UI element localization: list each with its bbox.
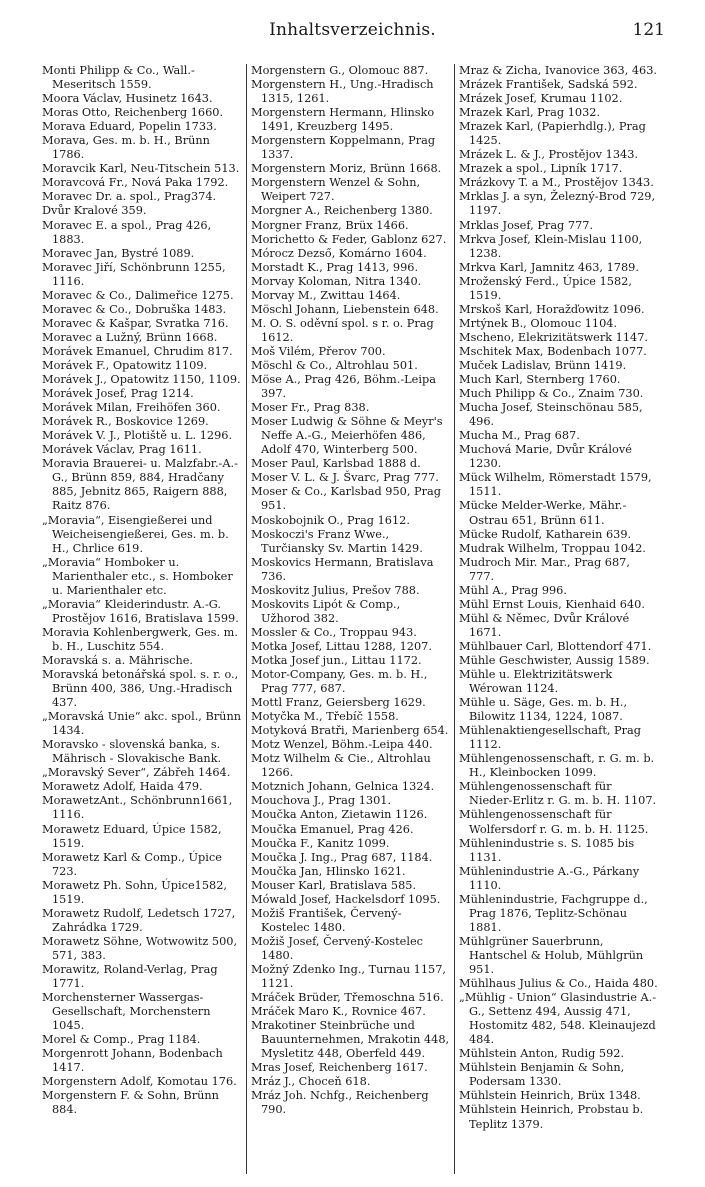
index-entry: Morstadt K., Prag 1413, 996. [251,260,419,274]
index-entry: Moravec Dr. a. spol., Prag374. [42,190,217,204]
index-entry: Mouchova J., Prag 1301. [251,794,392,808]
index-entry: Motor-Company, Ges. m. b. H., Prag 777, 687. [251,668,428,696]
index-entry: Morgenrott Johann, Bodenbach 1417. [42,1047,223,1075]
index-entry: „Moravský Sever“, Zábřeh 1464. [42,766,231,780]
index-entry: Morawetz Ph. Sohn, Úpice1582, 1519. [42,878,227,906]
index-entry: Mrtýnek B., Olomouc 1104. [459,316,618,330]
index-entry: Moskoczi's Franz Wwe., Turčiansky Sv. Martin 1429. [251,527,423,555]
index-entry: Morgenstern H., Ung.-Hradisch 1315, 1261. [251,78,434,106]
index-entry: Moravec & Co., Dalimeřice 1275. [42,288,234,302]
index-entry: Moser Fr., Prag 838. [251,401,370,415]
index-entry: Moučka Emanuel, Prag 426. [251,822,414,836]
index-entry: Moučka J. Ing., Prag 687, 1184. [251,850,433,864]
page-header [0,20,705,44]
index-entry: Morávek Emanuel, Chrudim 817. [42,344,233,358]
index-entry: Moras Otto, Reichenberg 1660. [42,106,224,120]
index-entry: Morávek V. J., Plotiště u. L. 1296. [42,429,233,443]
index-entry: Moravec & Kašpar, Svratka 716. [42,316,229,330]
index-entry: Morawetz Eduard, Úpice 1582, 1519. [42,822,222,850]
index-entry: Motz Wenzel, Böhm.-Leipa 440. [251,738,433,752]
index-entry: Morgenstern Wenzel & Sohn, Weipert 727. [251,176,421,204]
index-entry: Moser & Co., Karlsbad 950, Prag 951. [251,485,441,513]
index-entry: Mrázek František, Sadská 592. [459,78,638,92]
index-entry: Morávek J., Opatowitz 1150, 1109. [42,373,241,387]
index-entry: Mühlenindustrie A.-G., Párkany 1110. [459,864,640,892]
index-entry: Muchová Marie, Dvůr Králové 1230. [459,443,632,471]
index-entry: Mühle Geschwister, Aussig 1589. [459,653,650,667]
index-entry: Mrazek Karl, (Papierhdlg.), Prag 1425. [459,120,646,148]
index-entry: Morgenstern Moriz, Brünn 1668. [251,162,442,176]
index-entry: Mráček Maro K., Rovnice 467. [251,1005,426,1019]
index-entry: Moučka F., Kanitz 1099. [251,836,390,850]
index-entry: Morawetz Rudolf, Ledetsch 1727, Zahrádka 1729. [42,906,236,934]
index-entry: Mórocz Dezső, Komárno 1604. [251,246,427,260]
index-entry: Mühl & Němec, Dvůr Králové 1671. [459,611,630,639]
index-entry: „Moravia“, Eisengießerei und Weicheisengießerei, Ges. m. b. H., Chrlice 619. [42,513,229,555]
index-entry: Mühlstein Heinrich, Probstau b. Teplitz 1379. [459,1103,644,1131]
index-entry: Mudrak Wilhelm, Troppau 1042. [459,541,646,555]
index-entry: Mroženský Ferd., Úpice 1582, 1519. [459,274,632,302]
index-entry: Motznich Johann, Gelnica 1324. [251,780,435,794]
index-entry: Moravská s. a. Mährische. [42,653,194,667]
index-entry: Možiš Josef, Červený-Kostelec 1480. [251,934,423,962]
index-entry: Moskovics Hermann, Bratislava 736. [251,555,434,583]
index-entry: Mraz & Zicha, Ivanovice 363, 463. [459,64,658,77]
index-entry: Mühlenaktiengesellschaft, Prag 1112. [459,724,642,752]
index-entry: Mühlhaus Julius & Co., Haida 480. [459,977,658,991]
index-entry: Moravia Brauerei- u. Malzfabr.-A.-G., Brünn 859, 884, Hradčany 885, Jebnitz 865, Raigern 888, Raitz 876. [42,457,238,513]
index-entry: Mühle u. Säge, Ges. m. b. H., Bilowitz 1134, 1224, 1087. [459,696,628,724]
index-entry: Morava, Ges. m. b. H., Brünn 1786. [42,134,210,162]
index-entry: Moučka Anton, Zietawin 1126. [251,808,428,822]
index-entry: Mühlbauer Carl, Blottendorf 471. [459,639,652,653]
index-entry: Moravcik Karl, Neu-Titschein 513. [42,162,240,176]
index-entry: Morvay M., Zwittau 1464. [251,288,401,302]
index-entry: Mrázek Josef, Krumau 1102. [459,92,623,106]
index-entry: Mucha M., Prag 687. [459,429,580,443]
index-entry: Mrklas J. a syn, Železný-Brod 729, 1197. [459,190,656,218]
index-entry: Morawetz Karl & Comp., Úpice 723. [42,850,222,878]
index-entry: Möschl & Co., Altrohlau 501. [251,358,418,372]
index-entry: Mühle u. Elektrizitätswerk Wérowan 1124. [459,668,613,696]
index-entry: Moravec a Lužný, Brünn 1668. [42,330,218,344]
index-entry: Morvay Koloman, Nitra 1340. [251,274,422,288]
index-entry: Mühlstein Benjamin & Sohn, Podersam 1330. [459,1061,625,1089]
index-entry: Mrklas Josef, Prag 777. [459,218,594,232]
index-entry: Mühlgrüner Sauerbrunn, Hantschel & Holub, Mühlgrün 951. [459,934,644,976]
index-entry: Motka Josef jun., Littau 1172. [251,653,422,667]
index-entry: Morgenstern Adolf, Komotau 176. [42,1075,237,1089]
index-entry: Moravec Jiří, Schönbrunn 1255, 1116. [42,260,226,288]
index-entry: Mrázkovy T. a M., Prostějov 1343. [459,176,654,190]
index-entry: MorawetzAnt., Schönbrunn1661, 1116. [42,794,233,822]
index-entry: Mrskoš Karl, Horažďowitz 1096. [459,302,645,316]
index-entry: Morgenstern G., Olomouc 887. [251,64,429,77]
index-entry: Mühlengenossenschaft, r. G. m. b. H., Kleinbocken 1099. [459,752,655,780]
index-entry: Morichetto & Feder, Gablonz 627. [251,232,447,246]
index-entry: Muček Ladislav, Brünn 1419. [459,358,627,372]
index-entry: Možný Zdenko Ing., Turnau 1157, 1121. [251,963,447,991]
index-entry: Morgner A., Reichenberg 1380. [251,204,433,218]
index-entry: Mrázek L. & J., Prostějov 1343. [459,148,638,162]
index-entry: Moskovitz Julius, Prešov 788. [251,583,420,597]
index-column-3 [454,64,662,1174]
index-entry: Mück Wilhelm, Römerstadt 1579, 1511. [459,471,652,499]
index-entry: Mouser Karl, Bratislava 585. [251,878,417,892]
index-entry: Mühl A., Prag 996. [459,583,567,597]
index-entry: Mühlstein Heinrich, Brüx 1348. [459,1089,641,1103]
index-entry: Morawetz Adolf, Haida 479. [42,780,203,794]
index-entry: Mücke Melder-Werke, Mähr.-Ostrau 651, Brünn 611. [459,499,627,527]
index-entry: Mücke Rudolf, Katharein 639. [459,527,632,541]
index-entry: Mühlstein Anton, Rudig 592. [459,1047,625,1061]
index-entry: „Moravia“ Homboker u. Marienthaler etc., s. Homboker u. Marienthaler etc. [42,555,233,597]
index-entry: Moravec Jan, Bystré 1089. [42,246,195,260]
index-entry: Mrazek Karl, Prag 1032. [459,106,601,120]
index-entry: Motyčka M., Třebíč 1558. [251,710,399,724]
index-entry: Motyková Bratři, Marienberg 654. [251,724,449,738]
index-entry: Morávek R., Boskovice 1269. [42,415,209,429]
index-entry: Motz Wilhelm & Cie., Altrohlau 1266. [251,752,431,780]
page-title: Inhaltsverzeichnis. [269,20,436,40]
index-entry: „Moravia“ Kleiderindustr. A.-G. Prostějov 1616, Bratislava 1599. [42,597,239,625]
index-entry: Mühlenindustrie s. S. 1085 bis 1131. [459,836,635,864]
index-entry: Mráz Joh. Nchfg., Reichenberg 790. [251,1089,429,1117]
index-entry: Mówald Josef, Hackelsdorf 1095. [251,892,441,906]
index-entry: Mossler & Co., Troppau 943. [251,625,417,639]
index-entry: Morawetz Söhne, Wotwowitz 500, 571, 383. [42,934,238,962]
index-entry: Morávek F., Opatowitz 1109. [42,358,208,372]
index-column-1 [38,64,246,1174]
index-entry: Moravia Kohlenbergwerk, Ges. m. b. H., Luschitz 554. [42,625,238,653]
index-columns [38,64,670,1174]
index-entry: Morávek Milan, Freihöfen 360. [42,401,221,415]
index-entry: Moravsko - slovenská banka, s. Mährisch - Slovakische Bank. [42,738,222,766]
index-entry: Moravec E. a spol., Prag 426, 1883. [42,218,212,246]
index-entry: Dvůr Kralové 359. [42,204,147,218]
index-entry: Monti Philipp & Co., Wall.-Meseritsch 1559. [42,64,195,92]
index-entry: Moravcová Fr., Nová Paka 1792. [42,176,229,190]
index-entry: Mráček Brüder, Třemoschna 516. [251,991,444,1005]
index-entry: Morávek Josef, Prag 1214. [42,387,194,401]
index-entry: Moskovits Lipót & Comp., Užhorod 382. [251,597,401,625]
index-entry: Mrkva Karl, Jamnitz 463, 1789. [459,260,639,274]
index-entry: Moora Václav, Husinetz 1643. [42,92,213,106]
index-entry: Mrazek a spol., Lipník 1717. [459,162,623,176]
index-entry: Moser Ludwig & Söhne & Meyr's Neffe A.-G., Meierhöfen 486, Adolf 470, Winterberg 500. [251,415,443,457]
index-entry: Much Philipp & Co., Znaim 730. [459,387,644,401]
index-entry: Möschl Johann, Liebenstein 648. [251,302,439,316]
index-entry: Možiš František, Červený-Kostelec 1480. [251,906,402,934]
index-entry: Mráz J., Choceň 618. [251,1075,371,1089]
index-entry: Mras Josef, Reichenberg 1617. [251,1061,428,1075]
index-entry: Mühl Ernst Louis, Kienhaid 640. [459,597,645,611]
index-entry: Möse A., Prag 426, Böhm.-Leipa 397. [251,373,436,401]
index-entry: „Mühlig - Union“ Glasindustrie A.-G., Settenz 494, Aussig 471, Hostomitz 482, 548. Kleinaujezd 484. [459,991,657,1047]
index-column-2 [246,64,454,1174]
index-entry: Motka Josef, Littau 1288, 1207. [251,639,432,653]
index-entry: „Moravská Unie“ akc. spol., Brünn 1434. [42,710,242,738]
index-entry: Mühlengenossenschaft für Nieder-Erlitz r. G. m. b. H. 1107. [459,780,657,808]
index-entry: Morchensterner Wassergas-Gesellschaft, Morchenstern 1045. [42,991,211,1033]
index-entry: Moser V. L. & J. Švarc, Prag 777. [251,471,439,485]
index-entry: Morava Eduard, Popelin 1733. [42,120,217,134]
index-entry: Morgenstern Koppelmann, Prag 1337. [251,134,436,162]
index-entry: Moser Paul, Karlsbad 1888 d. [251,457,421,471]
index-entry: Mrkva Josef, Klein-Mislau 1100, 1238. [459,232,643,260]
index-entry: Moravec & Co., Dobruška 1483. [42,302,227,316]
index-entry: Much Karl, Sternberg 1760. [459,373,621,387]
index-entry: Moučka Jan, Hlinsko 1621. [251,864,406,878]
index-entry: Morgenstern Hermann, Hlinsko 1491, Kreuzberg 1495. [251,106,435,134]
index-entry: Morgenstern F. & Sohn, Brünn 884. [42,1089,219,1117]
index-entry: Mucha Josef, Steinschönau 585, 496. [459,401,643,429]
index-entry: Mschitek Max, Bodenbach 1077. [459,344,647,358]
index-entry: M. O. S. oděvní spol. s r. o. Prag 1612. [251,316,434,344]
index-entry: Mühlengenossenschaft für Wolfersdorf r. G. m. b. H. 1125. [459,808,649,836]
index-entry: Moskobojnik O., Prag 1612. [251,513,410,527]
index-entry: Morawitz, Roland-Verlag, Prag 1771. [42,963,218,991]
index-entry: Morgner Franz, Brüx 1466. [251,218,409,232]
index-entry: Mottl Franz, Geiersberg 1629. [251,696,426,710]
index-entry: Moš Vilém, Přerov 700. [251,344,386,358]
page-number: 121 [632,20,665,40]
index-entry: Morávek Václav, Prag 1611. [42,443,202,457]
index-entry: Mühlenindustrie, Fachgruppe d., Prag 1876, Teplitz-Schönau 1881. [459,892,648,934]
index-entry: Mrakotiner Steinbrüche und Bauunternehmen, Mrakotin 448, Mysletitz 448, Oberfeld 449. [251,1019,450,1061]
index-entry: Mudroch Mir. Mar., Prag 687, 777. [459,555,630,583]
index-entry: Moravská betonářská spol. s. r. o., Brünn 400, 386, Ung.-Hradisch 437. [42,668,239,710]
index-entry: Mscheno, Elekrizitätswerk 1147. [459,330,649,344]
index-entry: Morel & Comp., Prag 1184. [42,1033,201,1047]
